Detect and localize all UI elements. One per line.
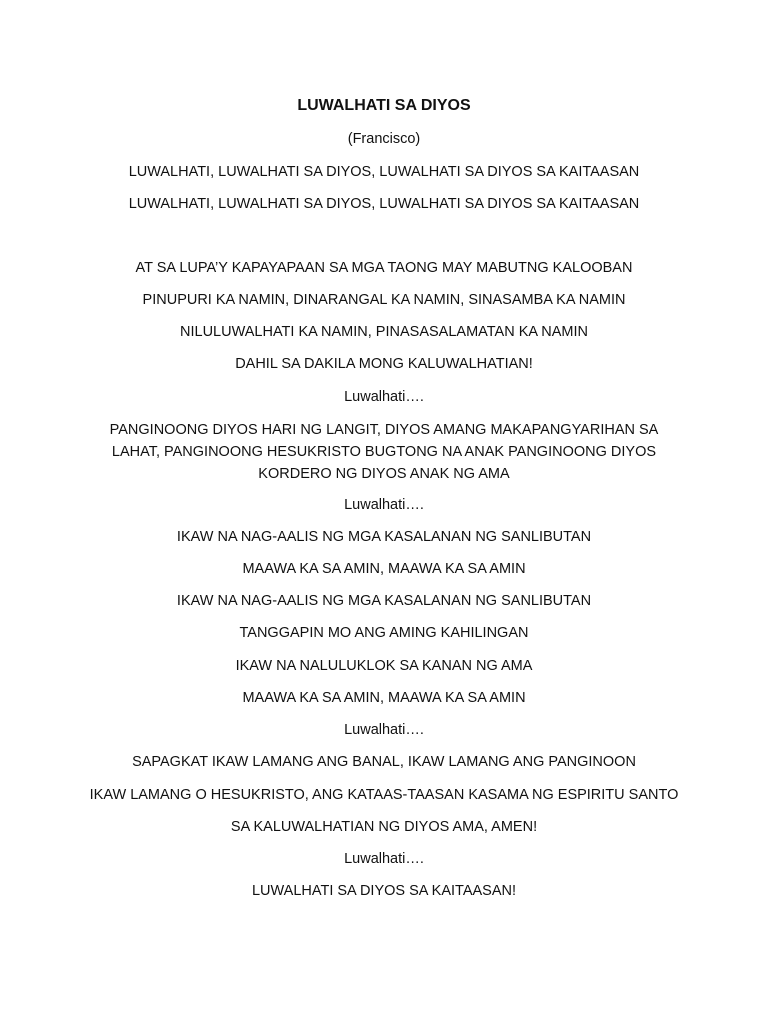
lyric-line: LUWALHATI SA DIYOS SA KAITAASAN! [251,883,517,899]
lyric-line: DAHIL SA DAKILA MONG KALUWALHATIAN! [235,356,533,372]
lyric-line: IKAW NA NALULUKLOK SA KANAN NG AMA [235,658,533,674]
refrain-marker: Luwalhati…. [344,389,424,405]
lyric-line: AT SA LUPA’Y KAPAYAPAAN SA MGA TAONG MAY MABUTNG KALOOBAN [135,260,633,276]
refrain-marker: Luwalhati…. [344,497,424,513]
lyric-line: LUWALHATI, LUWALHATI SA DIYOS, LUWALHATI SA DIYOS SA KAITAASAN [128,196,640,212]
lyric-line: TANGGAPIN MO ANG AMING KAHILINGAN [239,625,529,641]
lyric-paragraph: PANGINOONG DIYOS HARI NG LANGIT, DIYOS AMANG MAKAPANGYARIHAN SA LAHAT, PANGINOONG HESUKRISTO BUGTONG NA ANAK PANGINOONG DIYOS KORDERO NG DIYOS ANAK NG AMA [109,422,659,482]
lyric-line: MAAWA KA SA AMIN, MAAWA KA SA AMIN [242,561,526,577]
lyric-line: SAPAGKAT IKAW LAMANG ANG BANAL, IKAW LAMANG ANG PANGINOON [132,754,636,770]
lyric-line: IKAW LAMANG O HESUKRISTO, ANG KATAAS-TAASAN KASAMA NG ESPIRITU SANTO [89,787,679,803]
page-title: LUWALHATI SA DIYOS [297,97,471,114]
lyric-line: PINUPURI KA NAMIN, DINARANGAL KA NAMIN, SINASAMBA KA NAMIN [142,292,626,308]
composer-credit: (Francisco) [347,131,421,147]
refrain-marker: Luwalhati…. [344,722,424,738]
lyric-line: SA KALUWALHATIAN NG DIYOS AMA, AMEN! [230,819,538,835]
refrain-marker: Luwalhati…. [344,851,424,867]
lyric-line: IKAW NA NAG-AALIS NG MGA KASALANAN NG SANLIBUTAN [176,593,592,609]
lyric-line: IKAW NA NAG-AALIS NG MGA KASALANAN NG SANLIBUTAN [176,529,592,545]
lyric-line: MAAWA KA SA AMIN, MAAWA KA SA AMIN [242,690,526,706]
lyric-line: NILULUWALHATI KA NAMIN, PINASASALAMATAN KA NAMIN [180,324,588,340]
lyric-line: LUWALHATI, LUWALHATI SA DIYOS, LUWALHATI SA DIYOS SA KAITAASAN [128,164,640,180]
